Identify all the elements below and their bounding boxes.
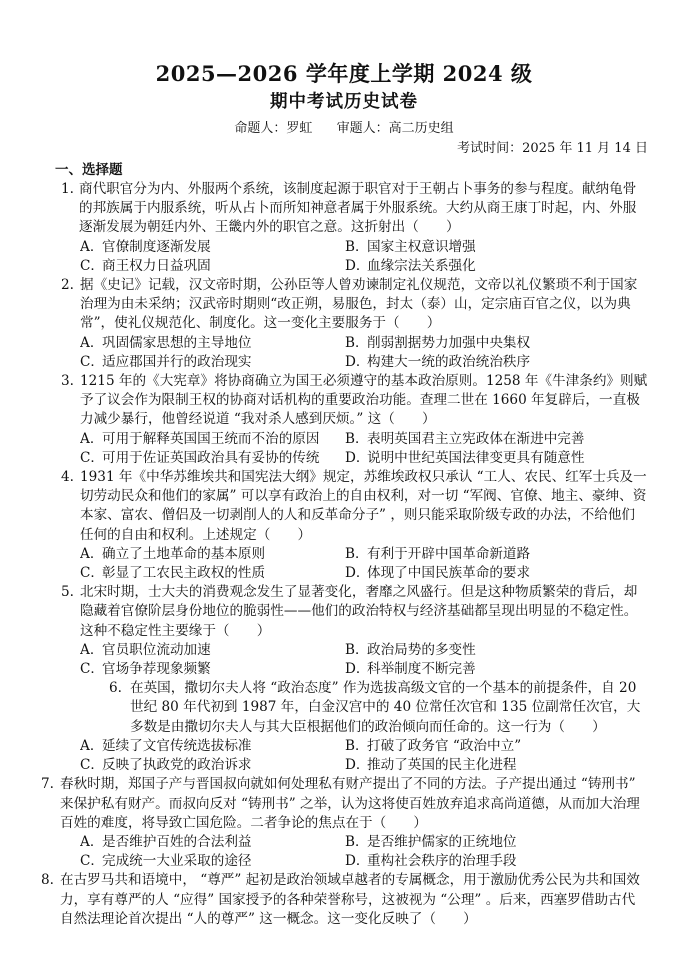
question-number: 5. [61, 584, 74, 601]
question-number: 4. [61, 469, 74, 486]
question-number: 6. [109, 680, 122, 697]
question-stem: 在英国，撒切尔夫人将 “政治态度” 作为选拔高级文官的一个基本的前提条件，自 20 世纪 80 年代初到 1987 年，白金汉宫中的 40 位常任次官和 135 位副常任次官，大多数是由撒切尔夫人与其大臣根据他们的政治倾向而任命的。这一行为（ ） [130, 680, 641, 735]
question-number: 8. [41, 872, 54, 889]
option-a[interactable]: A．巩固儒家思想的主导地位 [80, 334, 252, 351]
question-options [80, 737, 648, 775]
option-d[interactable]: D．构建大一统的政治统治秩序 [345, 353, 531, 370]
question-stem: 据《史记》记载，汉文帝时期，公孙臣等人曾劝谏制定礼仪规范，文帝以礼仪繁琐不利于国家治理为由未采纳；汉武帝时期则“改正朔，易服色，封太（泰）山，定宗庙百官之仪，以为典常”，使礼仪规范化、制度化。这一变化主要服务于（ ） [80, 277, 638, 332]
question-stem: 在古罗马共和语境中， “尊严” 起初是政治领域卓越者的专属概念，用于激励优秀公民为共和国效力，享有尊严的人 “应得” 国家授予的各种荣誉称号，这被视为 “公理” 。后来，西塞罗借助古代自然法理论首次提出 “人的尊严” 这一概念。这一变化反映了（ ） [60, 872, 640, 927]
question-6 [0, 679, 688, 775]
option-c[interactable]: C．反映了执政党的政治诉求 [80, 757, 252, 774]
option-d[interactable]: D．推动了英国的民主化进程 [345, 757, 517, 774]
question-number: 7. [41, 776, 54, 793]
option-d[interactable]: D．血缘宗法关系强化 [345, 257, 476, 274]
question-8 [0, 871, 688, 929]
option-a[interactable]: A．确立了土地革命的基本原则 [80, 545, 266, 562]
option-b[interactable]: B．有利于开辟中国革命新道路 [345, 545, 531, 562]
question-1 [0, 180, 688, 276]
option-b[interactable]: B．国家主权意识增强 [345, 238, 476, 255]
question-2 [0, 276, 688, 372]
option-a[interactable]: A．官员职位流动加速 [80, 641, 211, 658]
option-c[interactable]: C．完成统一大业采取的途径 [80, 853, 252, 870]
question-3 [0, 372, 688, 468]
authors-line [0, 117, 688, 136]
reviewer-label: 审题人：高二历史组 [336, 121, 454, 136]
exam-time: 考试时间：2025 年 11 月 14 日 [457, 141, 648, 156]
option-d[interactable]: D．体现了中国民族革命的要求 [345, 565, 531, 582]
question-options [80, 641, 648, 679]
question-options [80, 334, 648, 372]
question-5 [0, 583, 688, 679]
question-stem: 北宋时期，士大夫的消费观念发生了显著变化，奢靡之风盛行。但是这种物质繁荣的背后，却隐藏着官僚阶层身份地位的脆弱性——他们的政治特权与经济基础都呈现出明显的不稳定性。这种不稳定性主要缘于（ ） [80, 584, 638, 639]
option-d[interactable]: D．说明中世纪英国法律变更具有随意性 [345, 449, 585, 466]
question-stem: 商代职官分为内、外服两个系统，该制度起源于职官对于王朝占卜事务的参与程度。献纳龟骨的邦族属于内服系统，听从占卜而所知神意者属于外服系统。大约从商王康丁时起，内、外服逐渐发展为朝廷内外、王畿内外的职官之意。这折射出（ ） [79, 181, 637, 236]
question-stem: 1931 年《中华苏维埃共和国宪法大纲》规定，苏维埃政权只承认 “工人、农民、红军士兵及一切劳动民众和他们的家属” 可以享有政治上的自由权利，对一切 “军阀、官僚、地主、豪绅、资本家、富农、僧侣及一切剥削人的人和反革命分子” ，则只能采取阶级专政的办法，不给他们任何的自由和权利。上述规定（ ） [80, 469, 647, 543]
question-stem: 春秋时期，郑国子产与晋国叔向就如何处理私有财产提出了不同的方法。子产提出通过 “铸刑书” 来保护私有财产。而叔向反对 “铸刑书” 之举，认为这将使百姓放弃追求高尚道德，从而加大治理百姓的难度，将导致亡国危险。二者争论的焦点在于（ ） [60, 776, 640, 831]
option-d[interactable]: D．科举制度不断完善 [345, 661, 476, 678]
option-b[interactable]: B．是否维护儒家的正统地位 [345, 833, 517, 850]
option-b[interactable]: B．削弱割据势力加强中央集权 [345, 334, 531, 351]
question-options [80, 238, 648, 276]
question-options [80, 545, 648, 583]
option-c[interactable]: C．适应郡国并行的政治现实 [80, 353, 252, 370]
question-stem: 1215 年的《大宪章》将协商确立为国王必须遵守的基本政治原则。1258 年《牛津条约》则赋予了议会作为限制王权的协商对话机构的重要政治功能。查理二世在 1660 年复辟后，一直极力减少暴行，他曾经说道 “我对杀人感到厌烦。” 这（ ） [80, 373, 648, 428]
question-number: 1. [61, 181, 74, 197]
option-b[interactable]: B．打破了政务官 “政治中立” [345, 737, 522, 754]
option-a[interactable]: A．官僚制度逐渐发展 [80, 238, 211, 255]
option-c[interactable]: C．商王权力日益巩固 [80, 257, 211, 274]
question-number: 3. [61, 373, 74, 390]
section-title: 一、选择题 [55, 162, 123, 178]
option-a[interactable]: A．是否维护百姓的合法利益 [80, 833, 252, 850]
question-number: 2. [61, 277, 74, 294]
option-a[interactable]: A．延续了文官传统选拔标准 [80, 737, 252, 754]
question-7 [0, 775, 688, 871]
option-c[interactable]: C．官场争荐现象频繁 [80, 661, 211, 678]
option-a[interactable]: A．可用于解释英国国王统而不治的原因 [80, 430, 320, 447]
question-4 [0, 468, 688, 583]
question-options [80, 833, 648, 871]
exam-title-line1: 2025—2026 学年度上学期 2024 级 [155, 61, 533, 86]
option-c[interactable]: C．彰显了工农民主政权的性质 [80, 565, 266, 582]
exam-title-line2: 期中考试历史试卷 [270, 92, 418, 112]
question-options [80, 430, 648, 468]
option-c[interactable]: C．可用于佐证英国政治具有妥协的传统 [80, 449, 320, 466]
author-label: 命题人：罗虹 [234, 121, 313, 136]
option-b[interactable]: B．表明英国君主立宪政体在渐进中完善 [345, 430, 585, 447]
question-list [0, 180, 688, 929]
option-b[interactable]: B．政治局势的多变性 [345, 641, 476, 658]
option-d[interactable]: D．重构社会秩序的治理手段 [345, 853, 517, 870]
